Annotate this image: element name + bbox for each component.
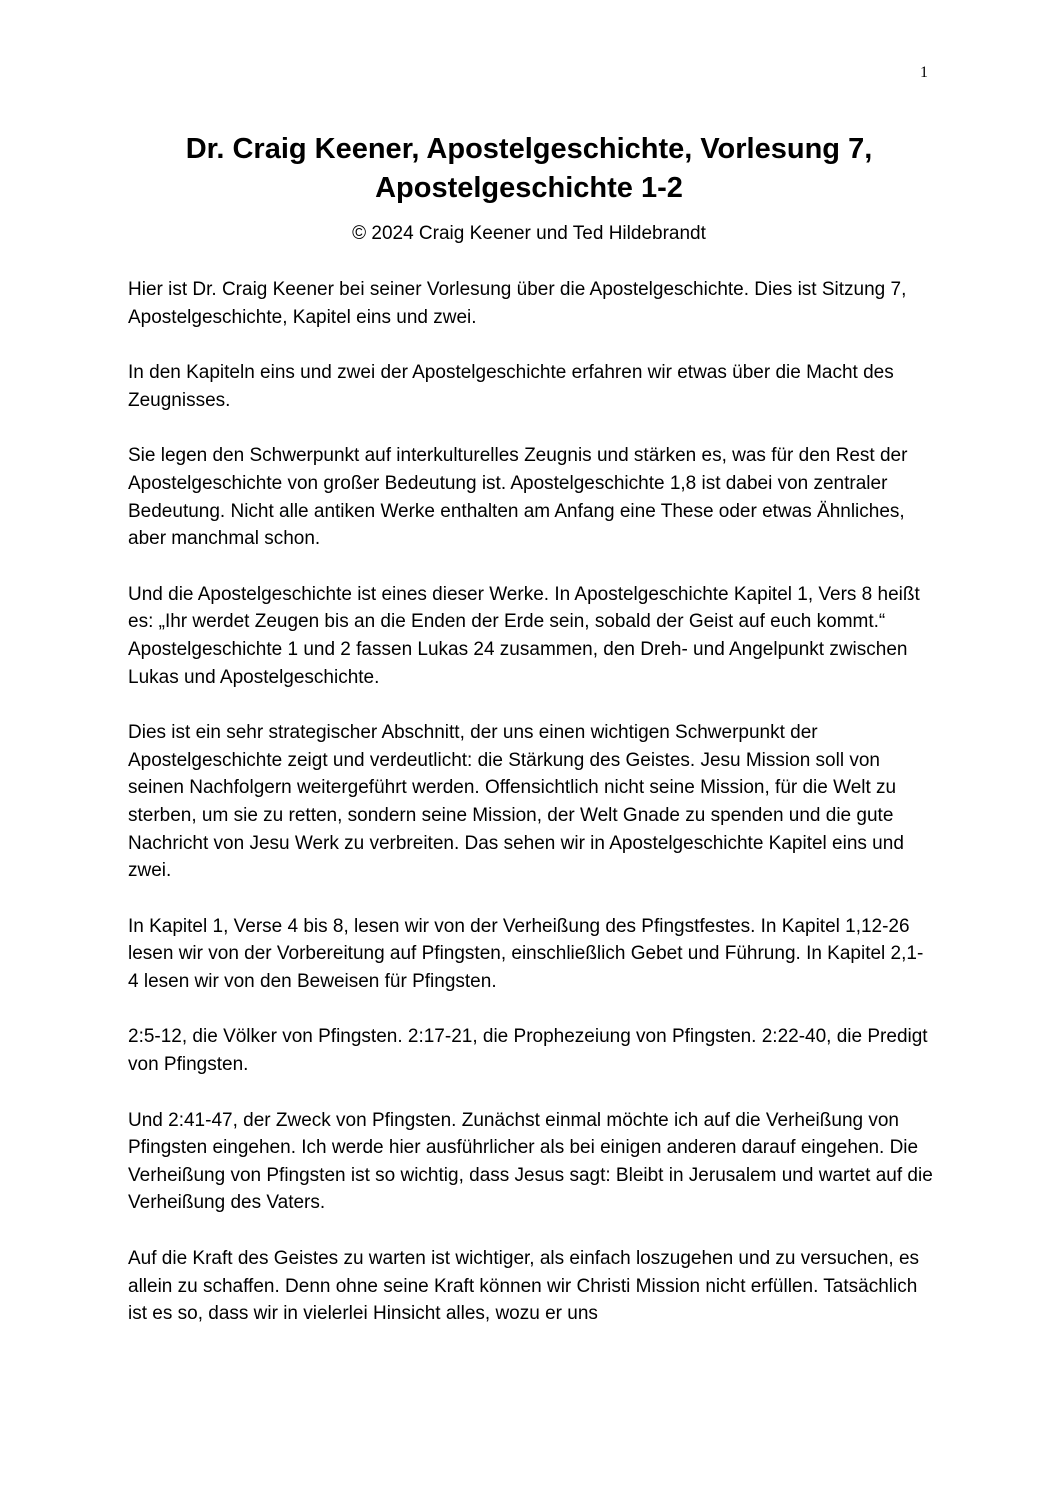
paragraph: 2:5-12, die Völker von Pfingsten. 2:17-21, die Prophezeiung von Pfingsten. 2:22-40, die Predigt von Pfingsten. [128,1026,928,1076]
paragraph: In Kapitel 1, Verse 4 bis 8, lesen wir von der Verheißung des Pfingstfestes. In Kapitel 1,12-26 lesen wir von der Vorbereitung auf Pfingsten, einschließlich Gebet und Führung. In Kapitel 2,1-4 lesen wir von den Beweisen für Pfingsten. [128,915,924,992]
paragraph: Und die Apostelgeschichte ist eines dieser Werke. In Apostelgeschichte Kapitel 1, Vers 8 heißt es: „Ihr werdet Zeugen bis an die Enden der Erde sein, sobald der Geist auf euch kommt.“ Apostelgeschichte 1 und 2 fassen Lukas 24 zusammen, den Dreh- und Angelpunkt zwischen Lukas und Apostelgeschichte. [128,583,920,688]
paragraph: Und 2:41-47, der Zweck von Pfingsten. Zunächst einmal möchte ich auf die Verheißung von Pfingsten eingehen. Ich werde hier ausführlicher als bei einigen anderen darauf eingehen. Die Verheißung von Pfingsten ist so wichtig, dass Jesus sagt: Bleibt in Jerusalem und wartet auf die Verheißung des Vaters. [128,1109,933,1214]
document-title [110,130,948,208]
document-body [128,276,933,1356]
title-line-1: Dr. Craig Keener, Apostelgeschichte, Vorlesung 7, [185,133,873,165]
copyright-notice: © 2024 Craig Keener und Ted Hildebrandt [352,223,706,244]
title-line-2: Apostelgeschichte 1-2 [375,172,683,204]
page-number: 1 [920,64,928,81]
paragraph: In den Kapiteln eins und zwei der Apostelgeschichte erfahren wir etwas über die Macht des Zeugnisses. [128,362,894,411]
paragraph: Auf die Kraft des Geistes zu warten ist wichtiger, als einfach loszugehen und zu versuchen, es allein zu schaffen. Denn ohne seine Kraft können wir Christi Mission nicht erfüllen. Tatsächlich ist es so, dass wir in vielerlei Hinsicht alles, wozu er uns [128,1248,920,1325]
paragraph: Sie legen den Schwerpunkt auf interkulturelles Zeugnis und stärken es, was für den Rest der Apostelgeschichte von großer Bedeutung ist. Apostelgeschichte 1,8 ist dabei von zentraler Bedeutung. Nicht alle antiken Werke enthalten am Anfang eine These oder etwas Ähnliches, aber manchmal schon. [128,445,908,550]
paragraph: Hier ist Dr. Craig Keener bei seiner Vorlesung über die Apostelgeschichte. Dies ist Sitzung 7, Apostelgeschichte, Kapitel eins und zwei. [128,279,907,328]
paragraph: Dies ist ein sehr strategischer Abschnitt, der uns einen wichtigen Schwerpunkt der Apostelgeschichte zeigt und verdeutlicht: die Stärkung des Geistes. Jesu Mission soll von seinen Nachfolgern weitergeführt werden. Offensichtlich nicht seine Mission, für die Welt zu sterben, um sie zu retten, sondern seine Mission, der Welt Gnade zu spenden und die gute Nachricht von Jesu Werk zu verbreiten. Das sehen wir in Apostelgeschichte Kapitel eins und zwei. [128,722,904,882]
